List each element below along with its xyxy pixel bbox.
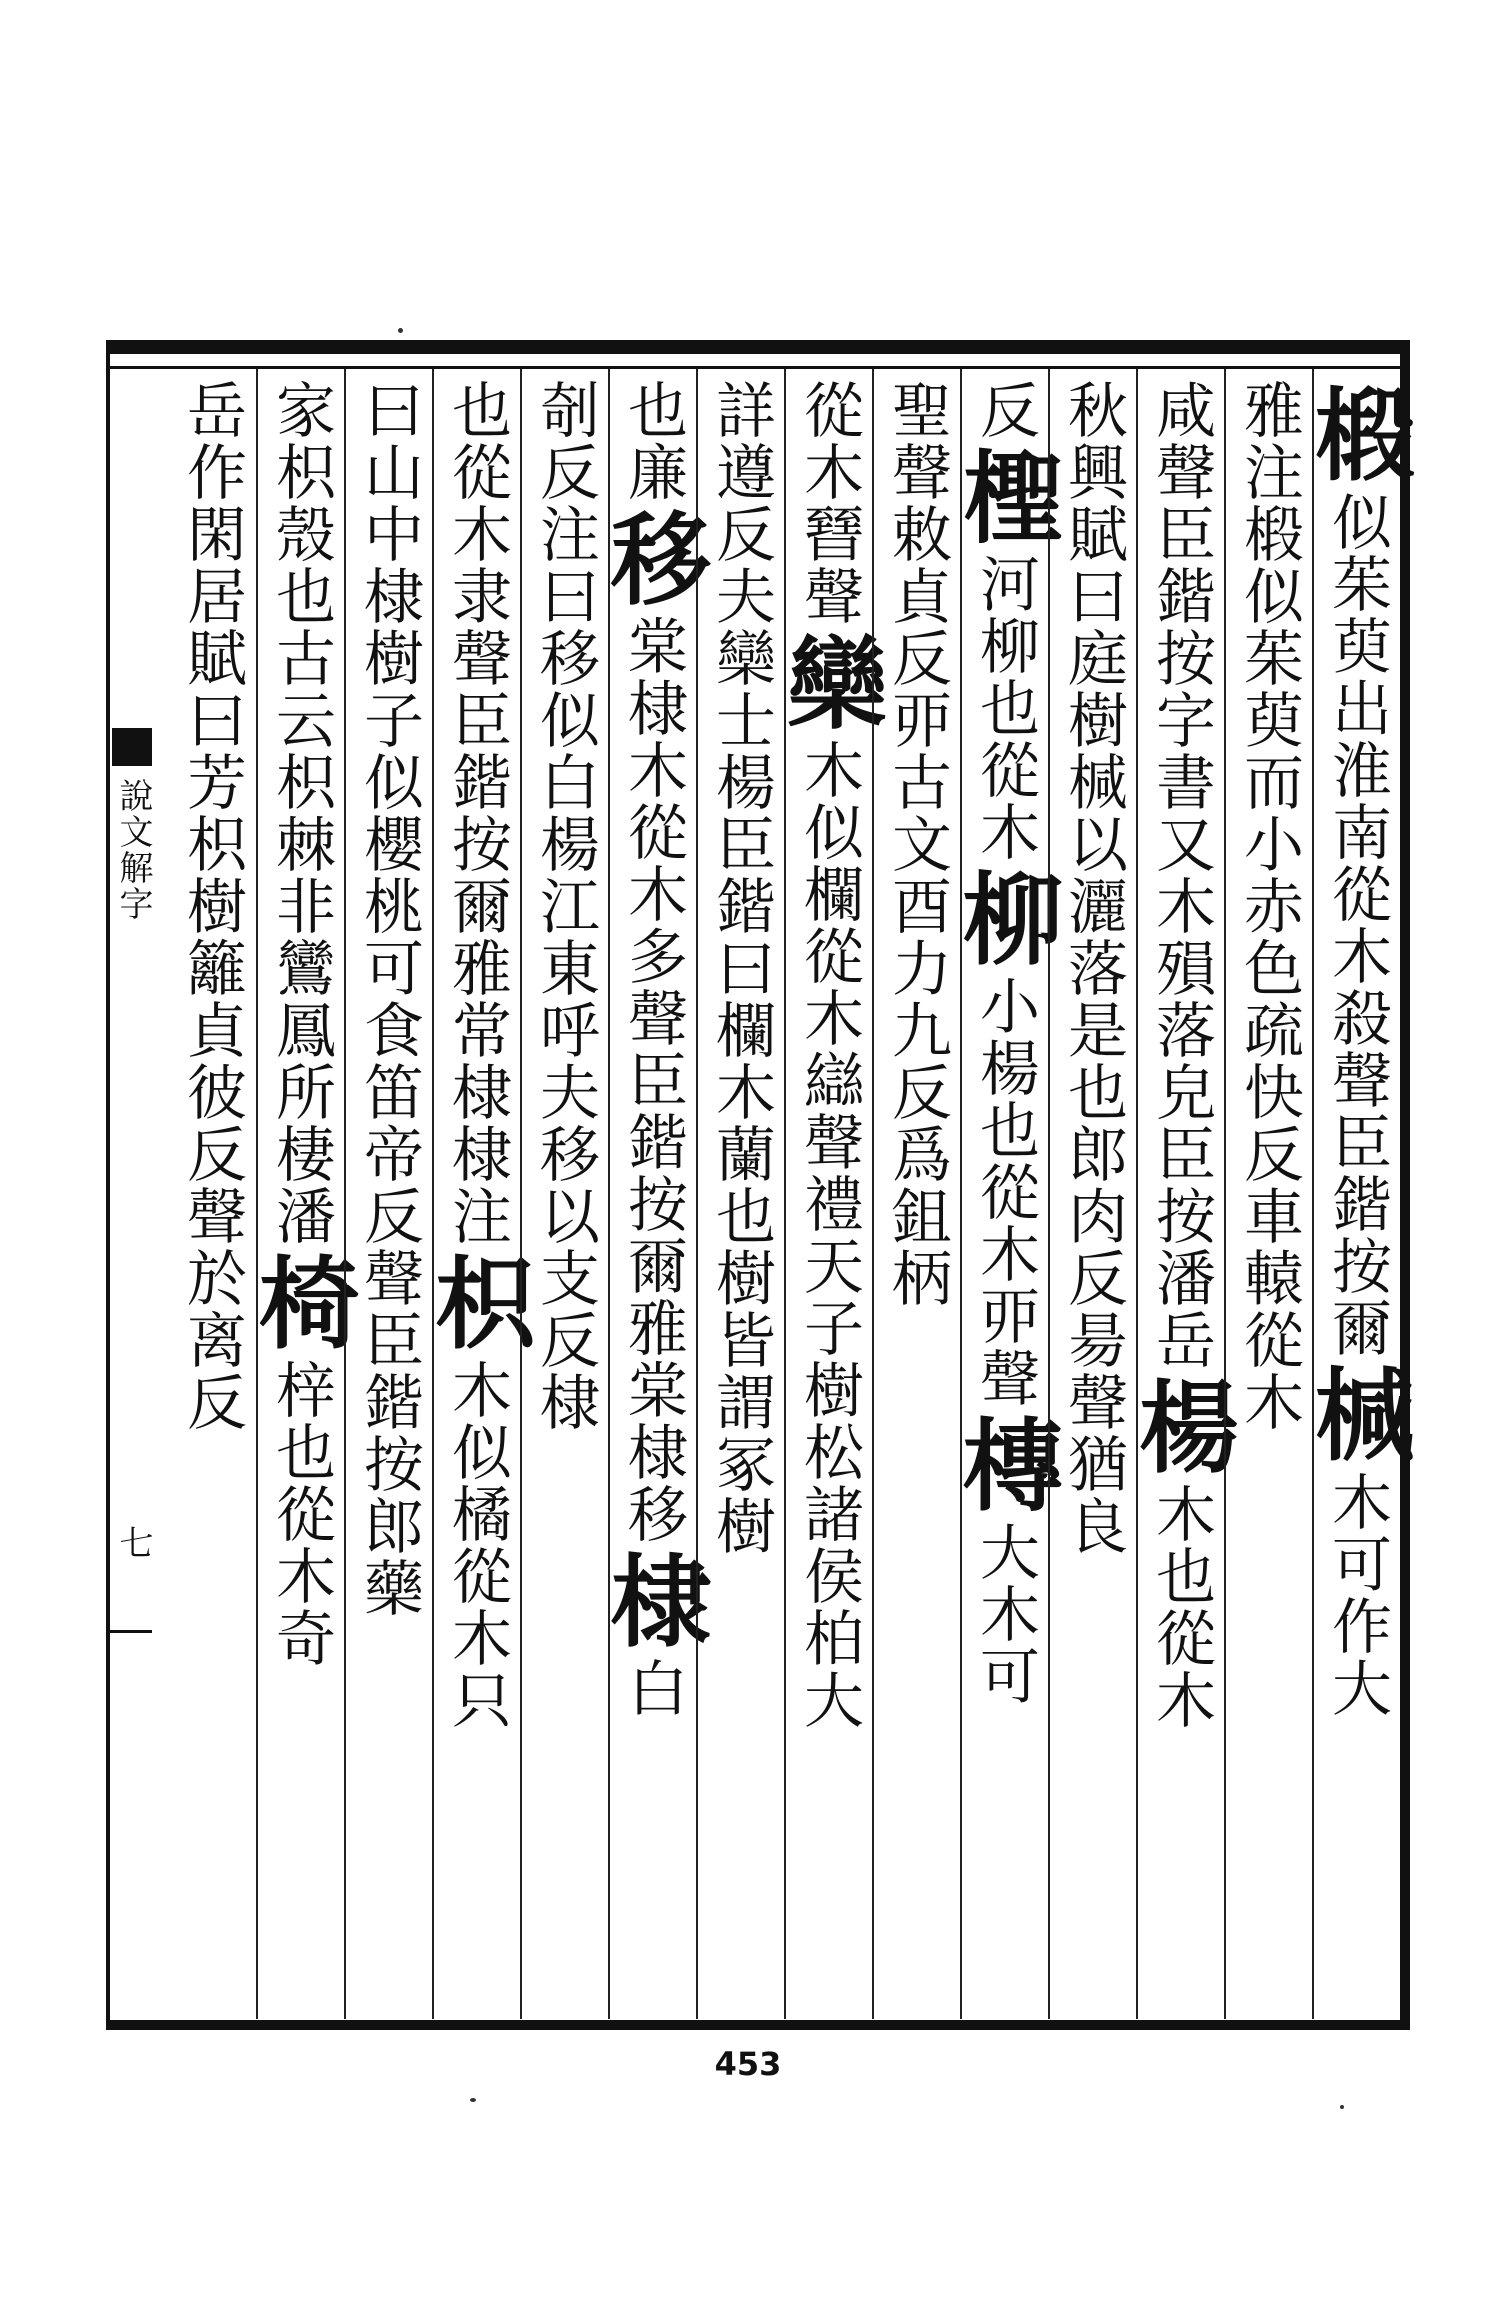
annotation-text: 棠棣木從木多聲臣鍇按爾雅棠棣移 — [618, 615, 688, 1545]
annotation-text: 木也從木 — [1146, 1483, 1216, 1731]
seal-script-headword: 槫 — [946, 1413, 1064, 1513]
annotation-text: 丣古文酉力九反 — [882, 689, 952, 1123]
annotation-text: 反 — [970, 379, 1040, 441]
text-column — [418, 369, 536, 2019]
seal-script-headword: 椷 — [1298, 1363, 1416, 1463]
seal-script-headword: 椴 — [1298, 383, 1416, 483]
seal-script-headword: 柳 — [946, 867, 1064, 967]
seal-script-headword: 枳 — [418, 1251, 536, 1351]
annotation-text: 木似欄從木䜌聲禮天子樹松諸侯柏大 — [794, 739, 864, 1731]
margin-book-title: 說文解字 — [113, 778, 153, 922]
text-column — [946, 369, 1064, 2019]
annotation-text: 也廉 — [618, 379, 688, 503]
annotation-text: 夫欒士楊臣鍇曰欄木蘭也樹皆謂冢樹 — [706, 565, 776, 1557]
margin-leaf-number: 七 — [113, 1525, 153, 1559]
fishtail-mark-icon — [112, 728, 152, 766]
annotation-text: 河柳也從木 — [970, 553, 1040, 863]
text-column — [594, 369, 712, 2019]
annotation-text: 注曰移似白楊江東呼夫移以支反 — [530, 503, 600, 1371]
seal-script-headword: 楊 — [1122, 1375, 1240, 1475]
seal-script-headword: 檉 — [946, 445, 1064, 545]
scan-speck — [470, 2098, 476, 2102]
text-column — [1048, 369, 1136, 2019]
text-column — [770, 369, 888, 2019]
seal-script-headword: 棣 — [594, 1549, 712, 1649]
text-columns — [152, 369, 1416, 2019]
annotation-text: 從木㬜聲 — [794, 379, 864, 627]
text-column — [520, 369, 608, 2019]
annotation-text: 木似橘從木只 — [442, 1359, 512, 1731]
text-column — [872, 369, 960, 2019]
fore-edge-margin — [106, 340, 152, 2030]
text-column — [1122, 369, 1240, 2019]
margin-rule — [108, 1630, 152, 1633]
annotation-text: 岳作閑居賦曰芳枳樹籬貞彼反 — [177, 379, 247, 1185]
seal-script-headword: 椅 — [242, 1251, 360, 1351]
seal-script-headword: 欒 — [770, 631, 888, 731]
annotation-text: 剞反 — [530, 379, 600, 503]
annotation-text: 家枳殼也古云枳棘非鸞鳳所棲潘 — [266, 379, 336, 1247]
scan-speck — [398, 328, 403, 333]
annotation-text: 爲鉏柄 — [882, 1123, 952, 1309]
text-column — [242, 369, 360, 2019]
annotation-text: 聲於离反 — [177, 1185, 247, 1433]
seal-script-headword: 移 — [594, 507, 712, 607]
annotation-text: 聲臣鍇按郎藥 — [354, 1247, 424, 1619]
text-column — [344, 369, 432, 2019]
annotation-text: 棣 — [530, 1371, 600, 1433]
text-column — [696, 369, 784, 2019]
annotation-text: 也從木隶聲臣鍇按爾雅常棣棣注 — [442, 379, 512, 1247]
annotation-text: 秋興賦曰庭樹椷以灑落是也郎肉反 — [1058, 379, 1128, 1309]
annotation-text: 雅注椴似茱萸而小赤色疏快反 — [1234, 379, 1304, 1185]
annotation-text: 木可作大 — [1322, 1471, 1392, 1719]
annotation-text: 大木可 — [970, 1521, 1040, 1707]
annotation-text: 昜聲猶良 — [1058, 1309, 1128, 1557]
text-column — [1298, 369, 1416, 2019]
annotation-text: 聖聲敕貞反 — [882, 379, 952, 689]
annotation-text: 詳遵反 — [706, 379, 776, 565]
text-column — [1224, 369, 1312, 2019]
page-number: 453 — [714, 2045, 782, 2083]
annotation-text: 白 — [618, 1657, 688, 1719]
text-column — [168, 369, 256, 2019]
scan-speck — [1340, 2105, 1344, 2109]
annotation-text: 小楊也從木丣聲 — [970, 975, 1040, 1409]
annotation-text: 車轅從木 — [1234, 1185, 1304, 1433]
annotation-text: 曰山中棣樹子似櫻桃可食笛帝反 — [354, 379, 424, 1247]
annotation-text: 梓也從木奇 — [266, 1359, 336, 1669]
annotation-text: 咸聲臣鍇按字書又木殞落皃臣按潘岳 — [1146, 379, 1216, 1371]
annotation-text: 似茱萸出淮南從木殺聲臣鍇按爾 — [1322, 491, 1392, 1359]
